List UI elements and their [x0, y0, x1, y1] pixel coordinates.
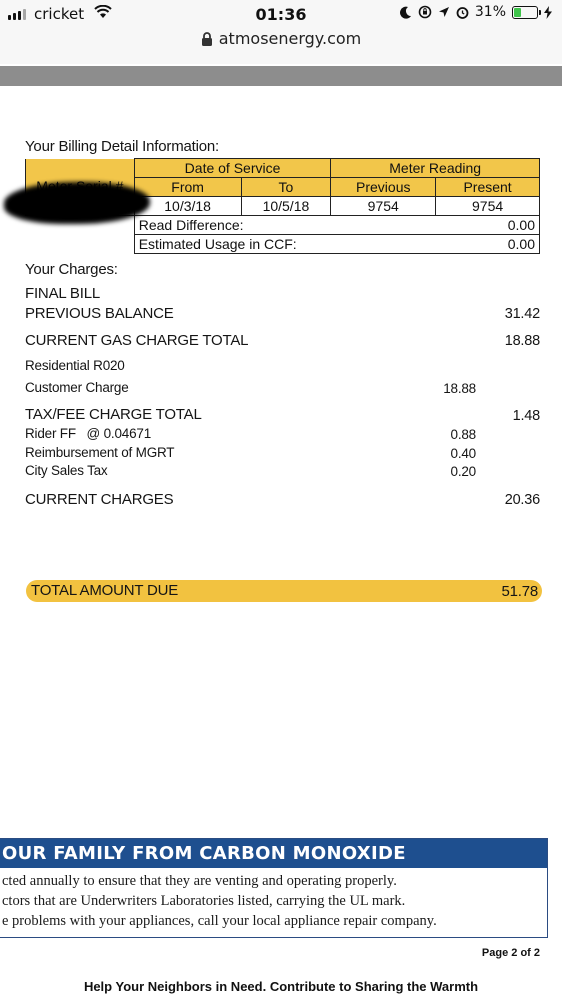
- status-bar: [0, 0, 562, 28]
- current-charges-label: CURRENT CHARGES: [25, 491, 174, 508]
- your-charges-title: Your Charges:: [25, 261, 118, 278]
- tax-fee-total-value: 1.48: [512, 408, 540, 424]
- city-sales-tax-label: City Sales Tax: [25, 463, 108, 478]
- date-of-service-header: Date of Service: [134, 159, 331, 178]
- screen-lock-icon: [418, 5, 432, 19]
- city-sales-tax-value: 0.20: [450, 464, 476, 479]
- final-bill-label: FINAL BILL: [25, 285, 100, 302]
- estimated-usage-label: Estimated Usage in CCF:: [134, 235, 435, 254]
- clock-time: 01:36: [255, 5, 307, 24]
- notice-line: cted annually to ensure that they are venting and operating properly.: [2, 873, 397, 889]
- estimated-usage-value: 0.00: [436, 235, 540, 254]
- previous-reading: 9754: [331, 197, 436, 216]
- customer-charge-label: Customer Charge: [25, 380, 129, 395]
- previous-balance-label: PREVIOUS BALANCE: [25, 305, 174, 322]
- gas-charge-total-label: CURRENT GAS CHARGE TOTAL: [25, 332, 249, 349]
- notice-heading: OUR FAMILY FROM CARBON MONOXIDE: [0, 839, 547, 868]
- customer-charge-value: 18.88: [443, 381, 476, 396]
- reimbursement-value: 0.40: [450, 446, 476, 461]
- rate-code: Residential R020: [25, 358, 125, 373]
- previous-header: Previous: [331, 178, 436, 197]
- url-text: atmosenergy.com: [218, 29, 362, 48]
- from-header: From: [134, 178, 241, 197]
- carbon-monoxide-notice: [0, 838, 548, 938]
- present-header: Present: [436, 178, 540, 197]
- alarm-icon: [456, 6, 469, 19]
- tax-fee-total-label: TAX/FEE CHARGE TOTAL: [25, 406, 202, 423]
- to-header: To: [241, 178, 331, 197]
- read-difference-label: Read Difference:: [134, 216, 435, 235]
- lock-icon: [201, 32, 213, 46]
- reimbursement-label: Reimbursement of MGRT: [25, 445, 175, 460]
- service-from-date: 10/3/18: [134, 197, 241, 216]
- address-bar[interactable]: [0, 28, 562, 64]
- page-number: Page 2 of 2: [481, 947, 540, 959]
- meter-serial-header-top: [26, 159, 135, 178]
- bill-document: [0, 86, 562, 1000]
- viewer-toolbar-strip: [0, 66, 562, 86]
- previous-balance-value: 31.42: [504, 306, 540, 322]
- notice-line: e problems with your appliances, call your local appliance repair company.: [2, 913, 437, 929]
- billing-detail-title: Your Billing Detail Information:: [25, 138, 219, 155]
- carrier-name: cricket: [34, 5, 85, 23]
- moon-icon: [400, 6, 412, 19]
- battery-icon: [512, 6, 538, 19]
- rider-label: Rider FF @ 0.04671: [25, 426, 152, 441]
- total-due-label: TOTAL AMOUNT DUE: [31, 582, 179, 599]
- battery-percent: 31%: [474, 4, 506, 20]
- service-to-date: 10/5/18: [241, 197, 331, 216]
- gas-charge-total-value: 18.88: [504, 333, 540, 349]
- redaction-scribble: [4, 182, 150, 224]
- charging-icon: [544, 6, 552, 19]
- present-reading: 9754: [436, 197, 540, 216]
- footer-message: Help Your Neighbors in Need. Contribute to Sharing the Warmth: [83, 979, 479, 994]
- meter-reading-header: Meter Reading: [331, 159, 540, 178]
- current-charges-value: 20.36: [504, 492, 540, 508]
- location-icon: [438, 6, 450, 18]
- read-difference-value: 0.00: [436, 216, 540, 235]
- total-due-value: 51.78: [501, 583, 538, 600]
- rider-value: 0.88: [450, 427, 476, 442]
- notice-line: ctors that are Underwriters Laboratories listed, carrying the UL mark.: [2, 893, 406, 909]
